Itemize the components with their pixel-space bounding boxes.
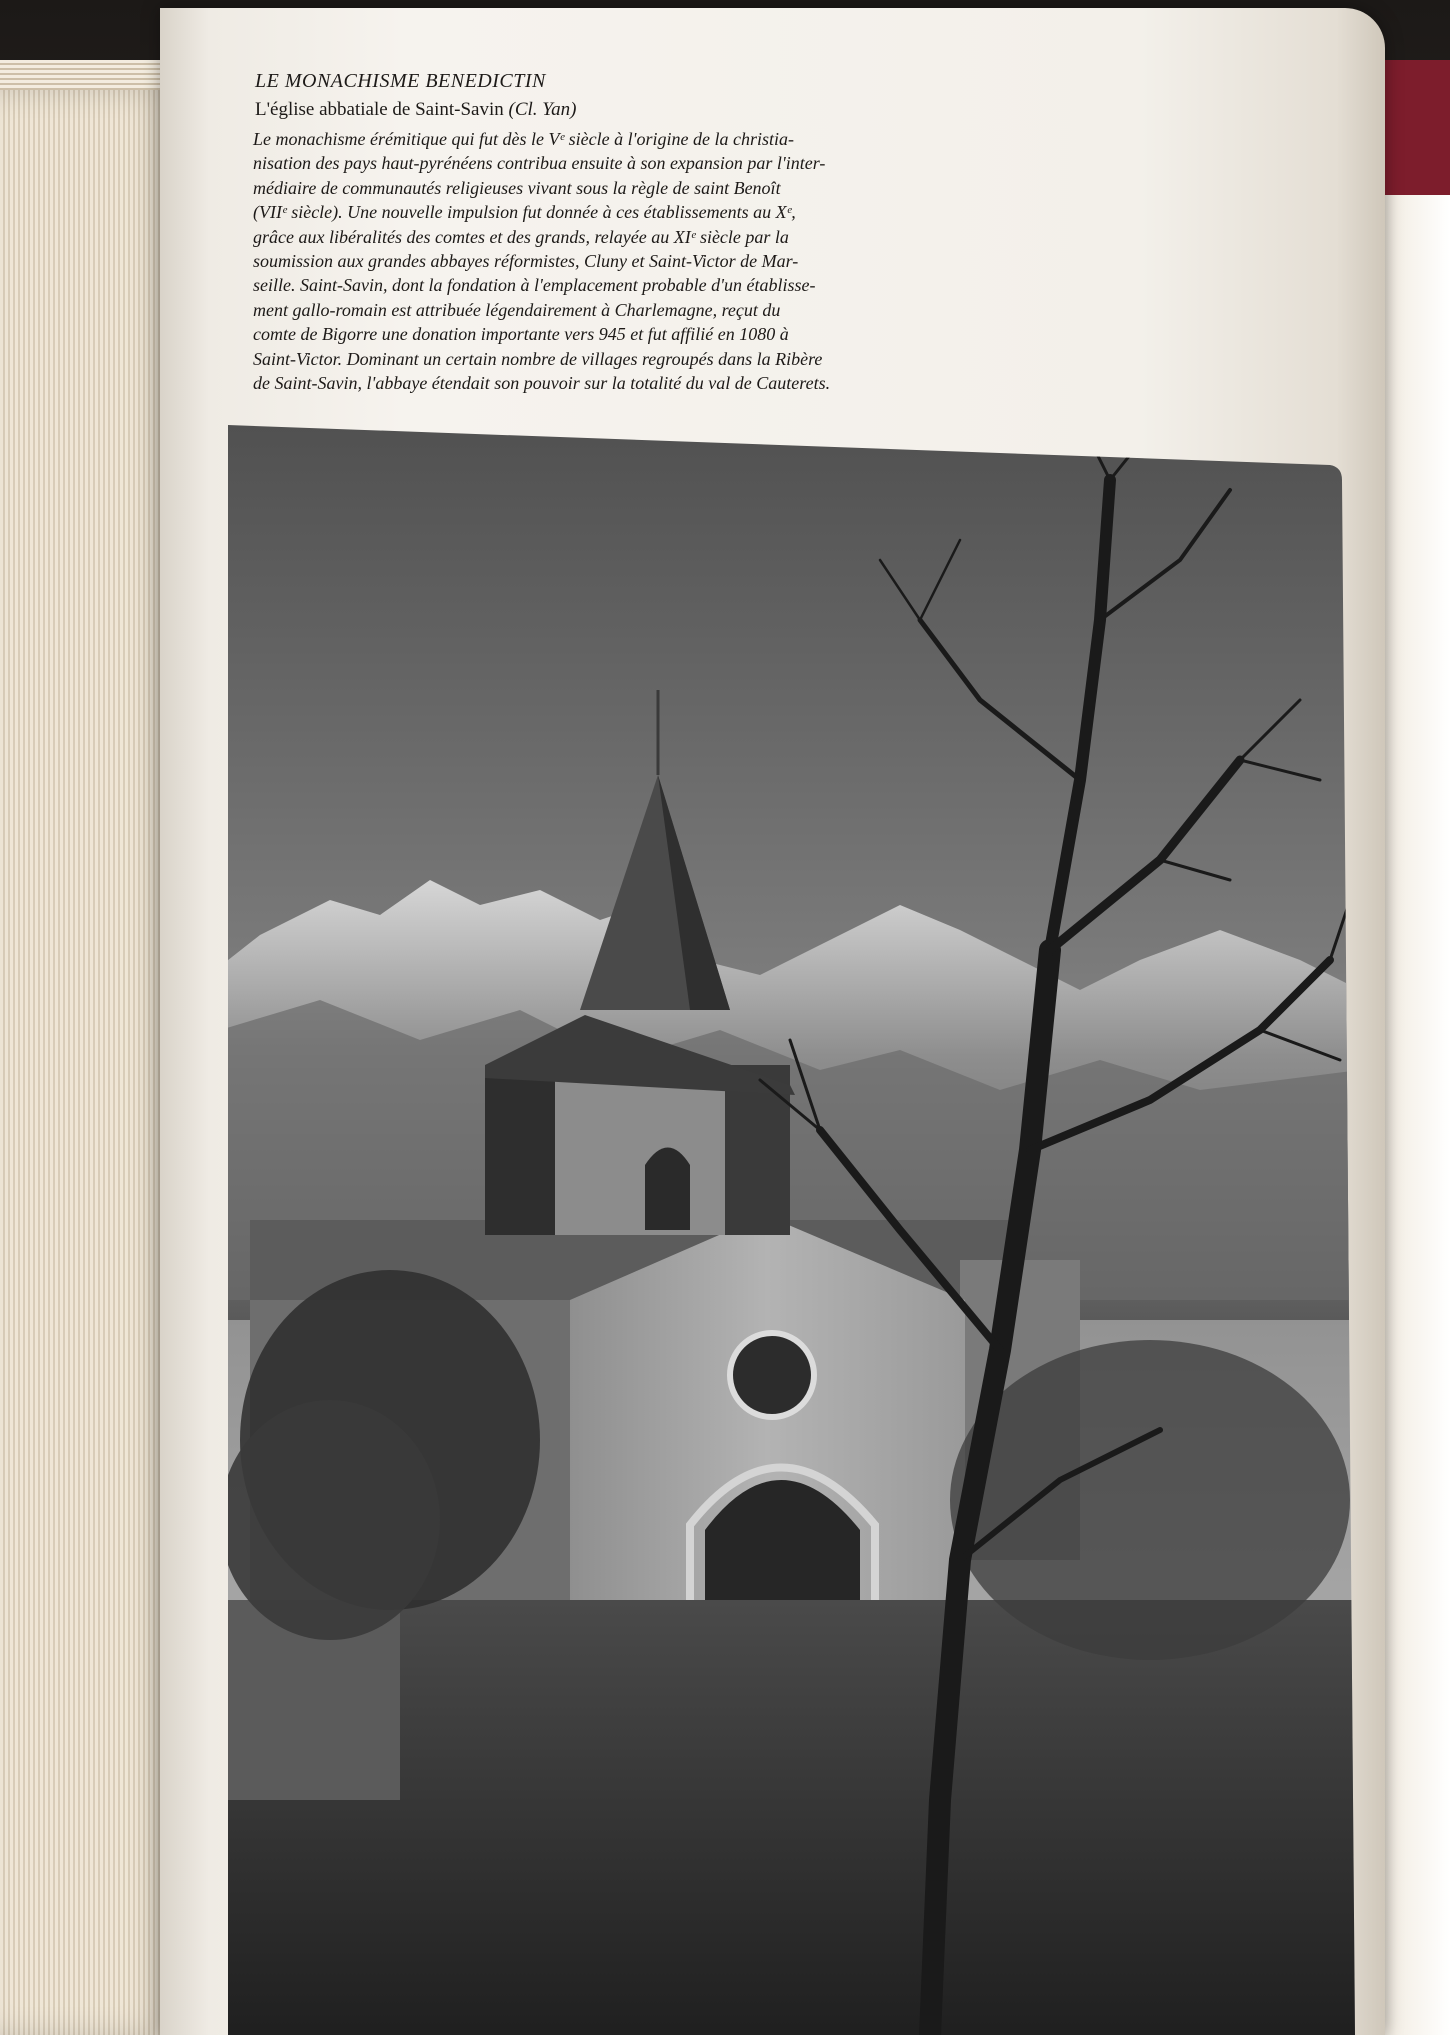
caption-text: L'église abbatiale de Saint-Savin xyxy=(255,99,504,120)
tower-window xyxy=(645,1148,690,1231)
body-line: comte de Bigorre une donation importante vers 945 et fut affilié en 1080 à xyxy=(253,324,789,345)
body-line: soumission aux grandes abbayes réformistes, Cluny et Saint-Victor de Mar- xyxy=(253,251,799,272)
body-line: grâce aux libéralités des comtes et des grands, relayée au XIᵉ siècle par la xyxy=(253,226,789,247)
body-line: médiaire de communautés religieuses vivant sous la règle de saint Benoît xyxy=(253,177,781,198)
body-line: ment gallo-romain est attribuée légendairement à Charlemagne, reçut du xyxy=(253,299,781,320)
body-line: de Saint-Savin, l'abbaye étendait son pouvoir sur la totalité du val de Cauterets. xyxy=(253,373,831,394)
section-heading: LE MONACHISME BENEDICTIN xyxy=(255,70,546,92)
body-line: nisation des pays haut-pyrénéens contribua ensuite à son expansion par l'inter- xyxy=(253,153,826,174)
photo-credit: (Cl. Yan) xyxy=(508,99,577,120)
tower-pillar xyxy=(485,1065,555,1235)
background-trees xyxy=(950,1340,1350,1660)
rose-window xyxy=(730,1333,814,1417)
body-line: (VIIᵉ siècle). Une nouvelle impulsion fut donnée à ces établissements au Xᵉ, xyxy=(253,202,796,223)
body-line: Saint-Victor. Dominant un certain nombre de villages regroupés dans la Ribère xyxy=(253,348,823,369)
body-line: Le monachisme érémitique qui fut dès le Vᵉ siècle à l'origine de la christia- xyxy=(253,129,794,149)
body-line: seille. Saint-Savin, dont la fondation à l'emplacement probable d'un établisse- xyxy=(253,275,816,296)
